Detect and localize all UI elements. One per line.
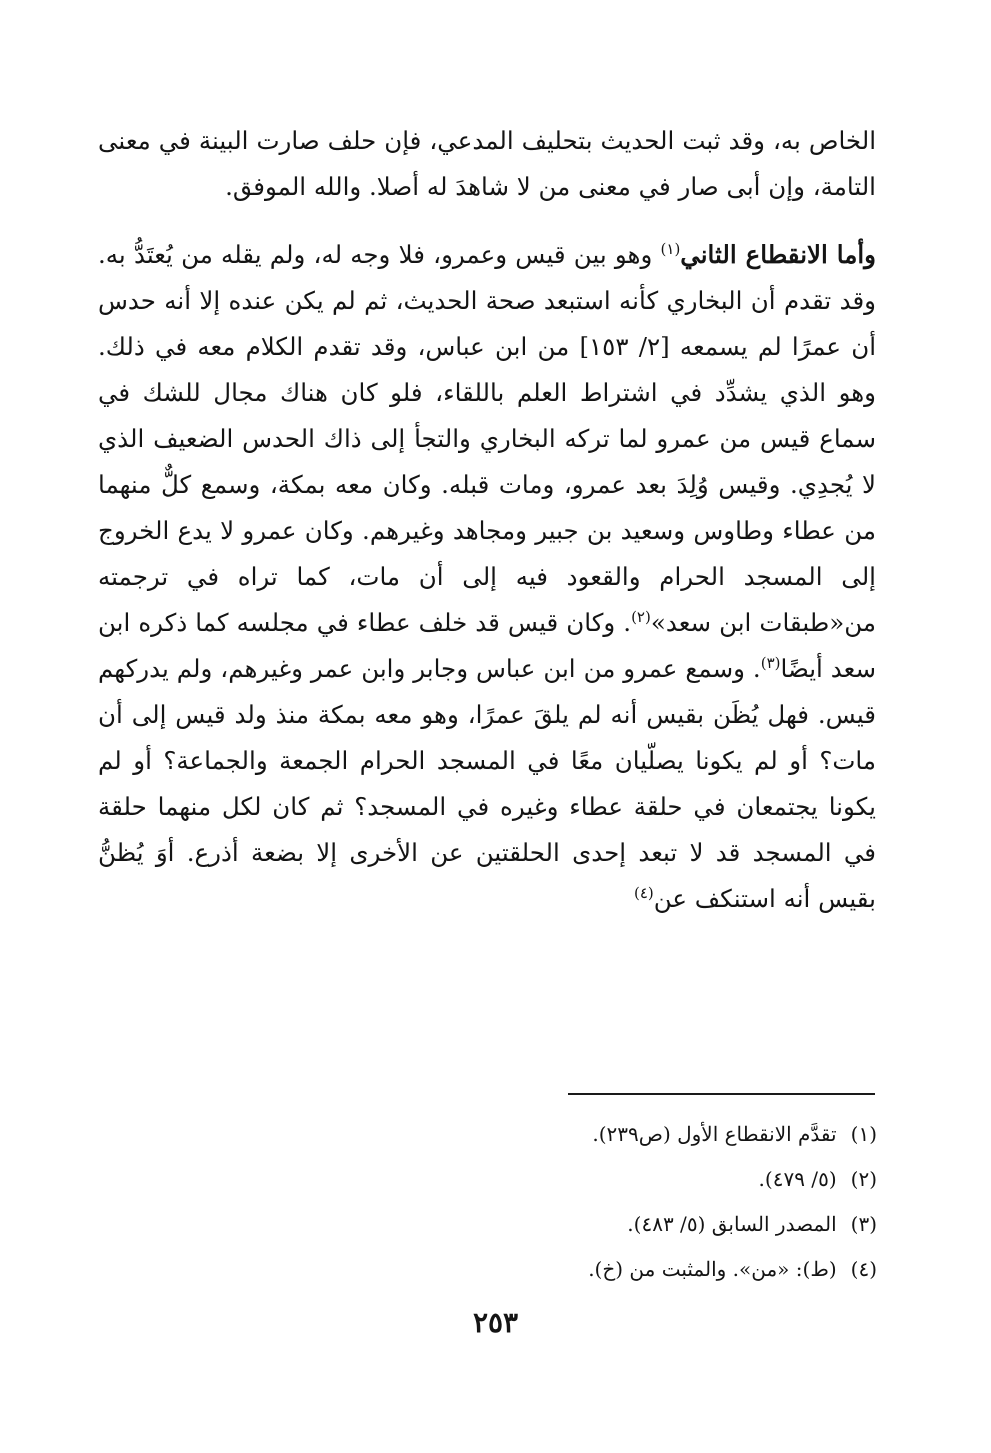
footnote-item	[277, 1157, 877, 1202]
footnote-item	[277, 1247, 877, 1292]
footnote-ref-3[interactable]: (٣)	[760, 654, 781, 672]
footnote-number: (٢)	[850, 1167, 877, 1191]
footnote-text: (ط): «من». والمثبت من (خ).	[588, 1257, 837, 1281]
footnote-ref-4[interactable]: (٤)	[633, 884, 654, 902]
paragraph-2	[98, 232, 876, 922]
footnotes-list	[277, 1112, 877, 1292]
footnote-ref-1[interactable]: (١)	[660, 240, 681, 258]
paragraph-2-segment-3: . وسمع عمرو من ابن عباس وجابر وابن عمر وغيرهم، ولم يدركهم قيس. فهل يُظَن بقيس أنه لم يلقَ عمرًا، وهو معه بمكة منذ ولد قيس إلى أن مات؟ أو لم يكونا يصلّيان معًا في المسجد الحرام الجمعة والجماعة؟ أو لم يكونا يجتمعان في حلقة عطاء وغيره في المسجد؟ ثم كان لكل منهما حلقة في المسجد قد لا تبعد إحدى الحلقتين عن الأخرى إلا بضعة أذرع. أوَ يُظنُّ بقيس أنه استنكف عن	[98, 654, 876, 913]
paragraph-1-line-2: معنى التامة، وإن أبى صار في معنى من لا شاهدَ له أصلا. والله الموفق.	[98, 126, 876, 201]
section-heading: وأما الانقطاع الثاني	[680, 240, 876, 269]
paragraph-2-segment-2: . وكان قيس قد خلف عطاء في مجلسه كما ذكره ابن سعد أيضًا	[98, 608, 876, 683]
page-number: ٢٥٣	[472, 1306, 519, 1339]
footnote-item	[277, 1202, 877, 1247]
footnote-text: (٥/ ٤٧٩).	[758, 1167, 837, 1191]
footnote-divider	[568, 1093, 875, 1095]
footnote-item	[277, 1112, 877, 1157]
footnote-text: المصدر السابق (٥/ ٤٨٣).	[627, 1212, 837, 1236]
paragraph-2-segment-1: وهو بين قيس وعمرو، فلا وجه له، ولم يقله من يُعتَدُّ به. وقد تقدم أن البخاري كأنه استبعد صحة الحديث، ثم لم يكن عنده إلا أنه حدس أن عمرًا لم يسمعه [٢/ ١٥٣] من ابن عباس، وقد تقدم الكلام معه في ذلك. وهو الذي يشدِّد في اشتراط العلم باللقاء، فلو كان هناك مجال للشك في سماع قيس من عمرو لما تركه البخاري والتجأ إلى ذاك الحدس الضعيف الذي لا يُجدِي. وقيس وُلِدَ بعد عمرو، ومات قبله. وكان معه بمكة، وسمع كلٌّ منهما من عطاء وطاوس وسعيد بن جبير ومجاهد وغيرهم. وكان عمرو لا يدع الخروج إلى المسجد الحرام والقعود فيه إلى أن مات، كما تراه في ترجمته من«طبقات ابن سعد»	[98, 240, 876, 637]
footnote-number: (١)	[850, 1122, 877, 1146]
main-text	[98, 118, 876, 922]
footnote-text: تقدَّم الانقطاع الأول (ص٢٣٩).	[592, 1122, 837, 1146]
paragraph-1	[98, 118, 876, 210]
paragraph-1-line-1: الخاص به، وقد ثبت الحديث بتحليف المدعي، فإن حلف صارت البينة في	[158, 126, 876, 155]
footnote-number: (٤)	[850, 1257, 877, 1281]
footnote-number: (٣)	[850, 1212, 877, 1236]
footnote-ref-2[interactable]: (٢)	[631, 608, 651, 626]
